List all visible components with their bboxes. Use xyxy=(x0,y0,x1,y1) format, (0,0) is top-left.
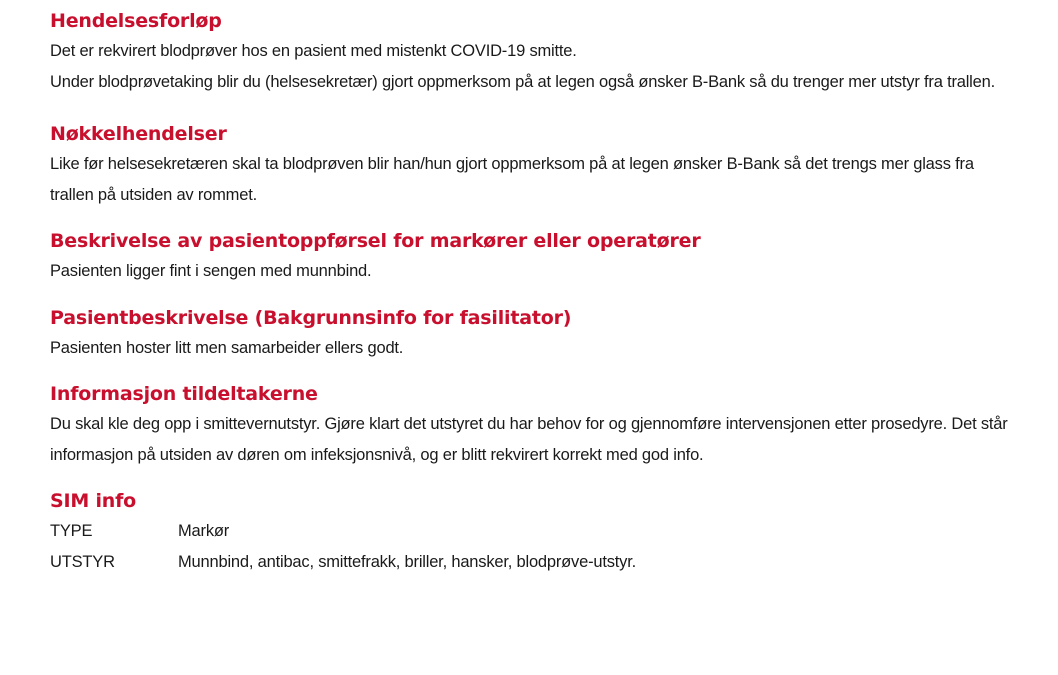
section-heading: Informasjon tildeltakerne xyxy=(50,383,318,405)
section-paragraph: Det er rekvirert blodprøver hos en pasient med mistenkt COVID-19 smitte. xyxy=(50,42,577,60)
section-heading: Nøkkelhendelser xyxy=(50,123,227,145)
section-hendelsesforlop xyxy=(50,6,1040,97)
section-nokkelhendelser xyxy=(50,119,1040,210)
section-pasientbeskrivelse xyxy=(50,303,1040,364)
section-heading: Pasientbeskrivelse (Bakgrunnsinfo for fasilitator) xyxy=(50,306,572,329)
section-informasjon xyxy=(50,379,1040,470)
section-paragraph: Under blodprøvetaking blir du (helsesekretær) gjort oppmerksom på at legen også ønsker B-Bank så du trenger mer utstyr fra trallen. xyxy=(50,72,995,91)
section-paragraph: Pasienten hoster litt men samarbeider ellers godt. xyxy=(50,338,404,357)
table-row xyxy=(50,547,636,578)
sim-info-table xyxy=(50,516,636,577)
section-paragraph: Du skal kle deg opp i smittevernutstyr. Gjøre klart det utstyret du har behov for og gjennomføre intervensjonen etter prosedyre. Det står informasjon på utsiden av døren om infeksjonsnivå, og er blitt rekvirert korrekt med god info. xyxy=(50,415,1008,464)
table-row xyxy=(50,516,636,547)
section-sim-info xyxy=(50,486,1040,577)
section-paragraph: Pasienten ligger fint i sengen med munnbind. xyxy=(50,262,372,280)
table-value: Munnbind, antibac, smittefrakk, briller, hansker, blodprøve-utstyr. xyxy=(178,552,636,571)
table-value: Markør xyxy=(178,522,230,540)
section-heading: SIM info xyxy=(50,490,137,512)
section-pasientoppforsel xyxy=(50,226,1040,287)
document-content xyxy=(50,6,1040,577)
table-key: TYPE xyxy=(50,522,93,540)
section-paragraph: Like før helsesekretæren skal ta blodprøven blir han/hun gjort oppmerksom på at legen ønsker B-Bank så det trengs mer glass fra trallen på utsiden av rommet. xyxy=(50,155,974,204)
table-key: UTSTYR xyxy=(50,552,115,571)
section-heading: Beskrivelse av pasientoppførsel for markører eller operatører xyxy=(50,230,701,252)
section-heading: Hendelsesforløp xyxy=(50,10,222,32)
